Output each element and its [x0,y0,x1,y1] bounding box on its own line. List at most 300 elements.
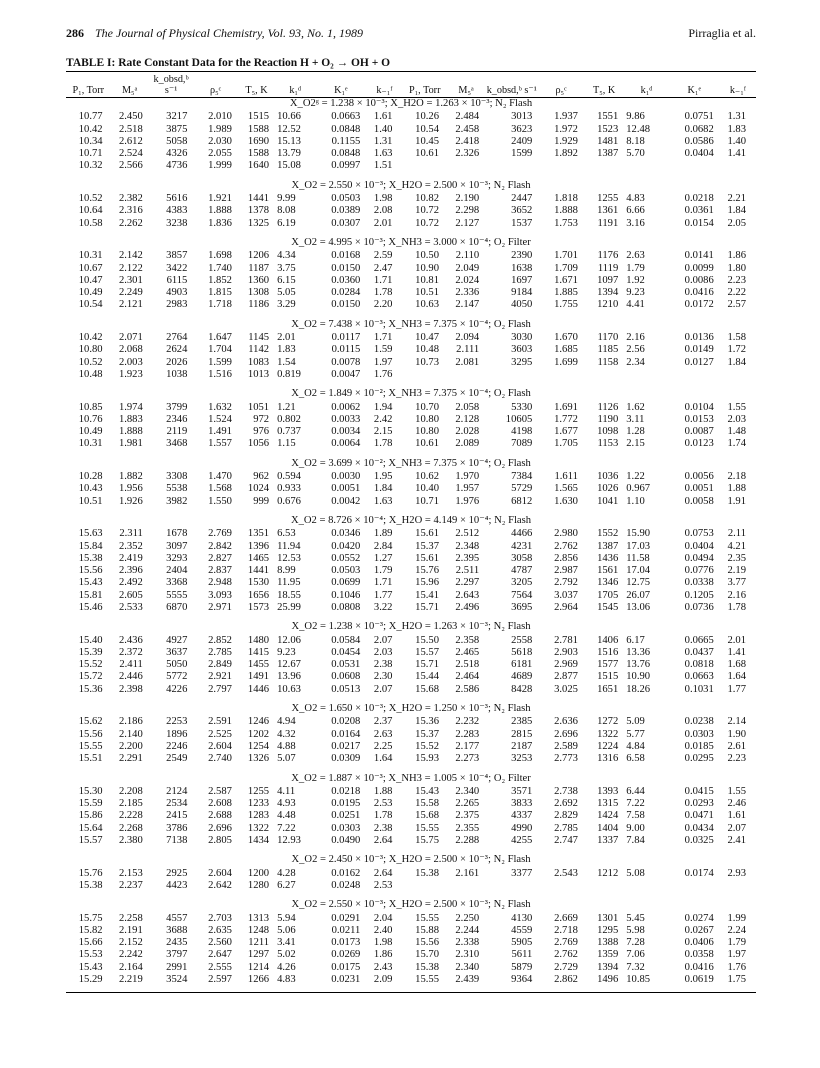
table-cell: 10.64 [78,205,103,217]
table-cell: 0.1155 [331,135,361,147]
table-cell [720,880,756,896]
table-cell: 7.22 [626,798,645,810]
table-row [66,659,756,671]
table-cell: 2.07 [373,683,393,695]
condition-label: X_O2 = 4.995 × 10⁻³; X_NH3 = 3.000 × 10⁻⁴; O₂ Filter [291,236,531,248]
table-cell: 1.970 [455,471,480,483]
table-cell: 15.40 [78,634,103,646]
table-cell: 1.929 [554,135,578,147]
table-cell: 15.63 [78,528,103,540]
table-cell: 6.27 [277,879,296,891]
table-cell: 1387 [597,540,619,552]
table-cell: 15.71 [415,601,440,613]
table-cell: 1.701 [554,250,578,262]
table-cell: 10.52 [78,193,103,205]
table-cell: 0.0175 [331,961,361,973]
table-cell: 0.0162 [331,867,361,879]
table-cell: 1280 [247,879,270,891]
table-label: TABLE I: [66,57,116,69]
table-cell: 15.38 [415,867,440,879]
table-cell: 1206 [247,250,270,262]
table-cell: 10.85 [626,974,651,985]
table-row [66,541,756,553]
condition-row [66,618,756,634]
table-cell: 3652 [511,205,533,217]
table-cell: 0.0325 [684,835,714,847]
table-cell: 1126 [597,401,619,413]
table-bottom-rule [66,990,756,993]
table-cell: 0.0231 [331,974,361,985]
table-cell: 2385 [511,716,533,728]
table-cell: 1.516 [208,368,232,380]
table-cell: 2.740 [208,753,232,765]
table-cell: 1.84 [727,205,746,217]
table-cell: 1545 [597,601,619,613]
table-cell: 1.83 [277,344,296,356]
table-body [66,98,756,993]
table-cell: 1026 [597,483,619,495]
table-cell: 1441 [247,565,270,577]
table-cell: 1.709 [554,262,578,274]
table-cell: 15.30 [78,785,103,797]
table-cell: 1.691 [554,401,578,413]
table-cell: 2.340 [455,785,480,797]
table-row [66,275,756,287]
bottom-rule-cell [66,990,756,993]
table-cell: 0.0127 [684,356,714,368]
table-cell: 0.0751 [684,111,714,123]
table-cell: 10.43 [78,483,103,495]
table-cell: 2.358 [455,634,480,646]
table-cell: 2415 [166,810,188,822]
table-cell: 15.57 [78,835,103,847]
table-cell: 1.926 [118,495,143,507]
table-cell: 1191 [597,217,619,229]
table-cell: 1.97 [373,356,393,368]
table-cell: 1301 [597,912,619,924]
table-cell: 0.0808 [331,601,361,613]
table-cell: 3205 [511,577,533,589]
table-cell: 15.93 [415,753,440,765]
table-cell: 0.0172 [684,299,714,311]
table-cell: 1.41 [727,148,746,160]
table-cell: 13.96 [277,671,301,683]
table-cell: 1316 [597,753,619,765]
table-cell: 1326 [247,753,270,765]
table-cell: 0.0115 [331,344,361,356]
table-row [66,684,756,700]
table-cell: 0.0056 [684,471,714,483]
table-cell: 1404 [597,822,619,834]
table-cell: 4.83 [626,193,645,205]
table-row [66,332,756,344]
table-row [66,590,756,602]
table-cell: 15.62 [78,716,103,728]
table-cell: 1.76 [373,368,393,380]
table-cell: 3875 [166,123,188,135]
table-cell: 10.72 [415,217,440,229]
table-cell: 2.642 [208,879,232,891]
table-cell: 1283 [247,810,270,822]
table-cell: 1322 [247,822,270,834]
table-cell: 5555 [166,589,188,601]
table-cell: 0.0404 [684,148,714,160]
table-cell: 9.86 [626,111,645,123]
table-cell: 1.89 [373,528,393,540]
table-cell: 1.71 [373,577,393,589]
table-cell: 1.21 [277,401,296,413]
table-cell: 2.797 [208,683,232,695]
column-header: ρ₅ᶜ [193,72,238,98]
table-cell: 0.594 [277,471,301,483]
table-row [66,299,756,315]
table-cell: 2.164 [118,961,143,973]
table-cell: 1.772 [554,413,578,425]
table-cell: 4337 [511,810,533,822]
table-cell: 1.64 [373,753,393,765]
table-cell: 6.19 [277,217,296,229]
table-cell: 1158 [597,356,619,368]
table-cell: 2.24 [727,924,746,936]
table-cell: 1.86 [373,949,393,961]
table-cell: 15.71 [415,659,440,671]
table-cell: 2.586 [455,683,480,695]
table-cell: 7.58 [626,810,645,822]
table-cell: 1441 [247,193,270,205]
table-cell: 2.03 [373,646,393,658]
table-row [66,250,756,262]
table-row [66,263,756,275]
table-cell: 2.249 [118,287,143,299]
page-number: 286 [66,26,84,40]
table-cell: 0.676 [277,495,301,507]
table-cell: 0.0663 [331,111,361,123]
table-cell: 1176 [597,250,619,262]
table-cell: 1214 [247,961,270,973]
table-cell: 2.40 [373,924,393,936]
table-cell: 1.699 [554,356,578,368]
table-cell: 2.372 [118,646,143,658]
table-cell: 8428 [511,683,533,695]
table-cell [624,160,669,176]
table-cell: 2.297 [455,577,480,589]
table-cell: 0.0051 [684,483,714,495]
table-cell: 1.79 [727,937,746,949]
table-cell: 2.049 [455,262,480,274]
table-cell: 1.48 [727,426,746,438]
table-cell: 0.933 [277,483,301,495]
author-running-head: Pirraglia et al. [688,26,756,40]
table-cell: 1.15 [277,438,296,450]
table-cell: 0.0150 [331,299,361,311]
table-cell: 4383 [166,205,188,217]
table-cell: 10.81 [415,274,440,286]
table-cell: 10.76 [78,413,103,425]
table-cell: 1516 [597,646,619,658]
table-cell: 0.0141 [684,250,714,262]
condition-row [66,896,756,912]
table-cell: 2.288 [455,835,480,847]
table-cell: 1.956 [118,483,143,495]
table-cell: 2.07 [373,634,393,646]
table-row [66,414,756,426]
table-cell: 1.91 [727,495,746,507]
table-cell: 2549 [166,753,188,765]
table-cell: 2.010 [208,111,232,123]
table-cell: 2.446 [118,671,143,683]
table-cell: 0.0269 [331,949,361,961]
table-cell: 2.980 [554,528,578,540]
table-cell: 1.888 [208,205,232,217]
table-cell: 17.03 [626,540,651,552]
table-cell: 3603 [511,344,533,356]
table-cell: 0.0586 [684,135,714,147]
table-cell: 1313 [247,912,270,924]
table-row [66,111,756,123]
table-cell: 2.273 [455,753,480,765]
table-cell: 15.43 [78,577,103,589]
table-cell: 1.74 [727,438,746,450]
table-cell: 15.64 [78,822,103,834]
table-cell: 1388 [597,937,619,949]
table-cell: 2.781 [554,634,578,646]
table-cell: 10.80 [78,344,103,356]
table-cell: 1.77 [373,589,393,601]
table-cell: 1.818 [554,193,578,205]
table-cell: 0.0034 [331,426,361,438]
table-cell: 1248 [247,924,270,936]
table-cell: 2.18 [727,471,746,483]
column-header: K₁ᵉ [315,72,366,98]
table-cell: 7089 [511,438,533,450]
table-cell: 15.68 [415,683,440,695]
table-cell: 10.66 [277,111,301,123]
table-cell: 2.496 [455,601,480,613]
table-cell: 5729 [511,483,533,495]
table-cell: 1325 [247,217,270,229]
table-cell: 1.883 [118,413,143,425]
table-cell: 2.14 [727,716,746,728]
table-cell: 1.79 [626,262,645,274]
table-cell: 0.0503 [331,565,361,577]
table-row [66,786,756,798]
table-cell: 8.18 [626,135,645,147]
table-cell: 10.26 [415,111,440,123]
table-cell: 6115 [166,274,188,286]
table-cell: 2.122 [118,262,143,274]
column-header: k_obsd,ᵇ s⁻¹ [149,72,194,98]
table-cell: 1.28 [626,426,645,438]
table-cell: 3.093 [208,589,232,601]
table-cell: 3013 [511,111,533,123]
table-cell: 15.76 [415,565,440,577]
table-cell: 0.0047 [331,368,361,380]
table-cell: 15.52 [78,659,103,671]
table-cell: 15.13 [277,135,301,147]
table-cell: 1.78 [373,810,393,822]
table-cell: 2.464 [455,671,480,683]
table-cell [584,880,624,896]
table-cell: 1705 [597,589,619,601]
table-cell: 0.0818 [684,659,714,671]
table-cell: 3623 [511,123,533,135]
condition-row [66,316,756,332]
table-cell: 7138 [166,835,188,847]
table-cell: 1200 [247,867,270,879]
table-cell: 15.90 [626,528,651,540]
table-cell: 1.61 [727,810,746,822]
table-cell: 2.190 [455,193,480,205]
table-row [66,148,756,160]
table-cell: 2925 [166,867,188,879]
table-cell: 1295 [597,924,619,936]
table-cell: 1573 [247,601,270,613]
table-cell: 2.37 [373,716,393,728]
table-cell: 3097 [166,540,188,552]
table-cell: 11.95 [277,577,301,589]
table-cell: 1.647 [208,332,232,344]
table-cell: 2.805 [208,835,232,847]
table-cell: 15.39 [78,646,103,658]
table-cell [485,369,538,385]
column-header: K₁ᵉ [669,72,720,98]
table-cell: 2.228 [118,810,143,822]
table-cell: 2.326 [455,148,480,160]
table-cell: 2.311 [119,528,143,540]
table-cell: 1.76 [727,961,746,973]
table-cell: 2253 [166,716,188,728]
table-cell: 0.1046 [331,589,361,601]
column-header: P₁, Torr [402,72,447,98]
table-cell: 3786 [166,822,188,834]
table-cell: 1.75 [727,974,746,985]
column-header: P₁, Torr [66,72,111,98]
table-cell: 0.967 [626,483,651,495]
table-cell: 2.688 [208,810,232,822]
table-cell: 18.55 [277,589,301,601]
table-row [66,823,756,835]
table-row [66,798,756,810]
table-cell: 3217 [166,111,188,123]
running-head [66,26,756,44]
column-header: k_obsd,ᵇ s⁻¹ [485,72,538,98]
table-row [66,471,756,483]
table-cell: 2.63 [626,250,645,262]
table-cell: 1361 [597,205,619,217]
table-cell: 2.608 [208,798,232,810]
table-cell: 2.258 [118,912,143,924]
table-cell: 10.52 [78,356,103,368]
table-cell: 1351 [247,528,270,540]
table-cell: 10.48 [78,368,103,380]
table-cell: 1.836 [208,217,232,229]
table-cell: 2.785 [554,822,578,834]
table-cell: 2.04 [373,912,393,924]
table-cell: 0.0997 [331,160,361,172]
table-cell: 5.08 [626,867,645,879]
table-cell: 3688 [166,924,188,936]
table-cell: 2.161 [455,867,480,879]
table-cell: 10.49 [78,287,103,299]
table-cell: 4.83 [277,974,296,985]
table-cell: 0.0078 [331,356,361,368]
table-cell: 7.22 [277,822,296,834]
table-cell: 0.0389 [331,205,361,217]
table-cell [485,880,538,896]
table-cell: 1561 [597,565,619,577]
table-cell: 4.88 [277,740,296,752]
table-cell: 1.55 [727,785,746,797]
table-cell: 2.338 [455,937,480,949]
table-cell: 15.43 [78,961,103,973]
table-cell: 2.47 [373,262,393,274]
table-cell: 1.79 [373,565,393,577]
table-cell: 1142 [248,344,270,356]
table-cell: 7.32 [626,961,645,973]
table-cell: 2.61 [727,740,746,752]
table-cell: 0.0406 [684,937,714,949]
table-cell: 3.037 [554,589,578,601]
table-cell: 4736 [166,160,188,172]
table-cell: 2.696 [554,728,578,740]
table-row [66,193,756,205]
table-cell [669,880,720,896]
table-cell: 2.587 [208,785,232,797]
table-cell: 15.55 [415,974,440,985]
table-cell: 2.336 [455,287,480,299]
table-cell: 10.58 [78,217,103,229]
table-cell: 2.291 [118,753,143,765]
table-cell: 2.352 [118,540,143,552]
table-cell: 3833 [511,798,533,810]
table-cell: 2.07 [727,822,746,834]
table-cell: 2815 [511,728,533,740]
table-cell: 3637 [166,646,188,658]
table-cell: 2.837 [208,565,232,577]
table-cell: 2558 [511,634,533,646]
table-row [66,835,756,851]
table-cell: 2.38 [373,659,393,671]
table-cell: 15.96 [415,577,440,589]
table-row [66,528,756,540]
table-cell: 1577 [597,659,619,671]
table-cell: 2124 [166,785,188,797]
table-cell: 1599 [511,148,533,160]
table-cell: 3468 [166,438,188,450]
table-cell: 0.0471 [684,810,714,822]
table-cell: 1640 [247,160,270,172]
table-cell: 2.003 [118,356,143,368]
table-cell: 0.737 [277,426,301,438]
table-cell: 0.0309 [331,753,361,765]
table-cell: 0.0608 [331,671,361,683]
table-cell: 1145 [248,332,270,344]
table-cell: 2.948 [208,577,232,589]
table-cell: 0.0291 [331,912,361,924]
table-cell: 1394 [597,961,619,973]
table-cell: 2.903 [554,646,578,658]
table-cell: 2.635 [208,924,232,936]
table-cell: 12.75 [626,577,651,589]
condition-label: X_O2 = 1.650 × 10⁻³; X_H2O = 1.250 × 10⁻³; N₂ Flash [291,703,531,715]
table-cell: 1.670 [554,332,578,344]
table-cell: 2.921 [208,671,232,683]
table-cell: 0.0274 [684,912,714,924]
table-cell: 2.533 [118,601,143,613]
table-cell: 10.51 [415,287,440,299]
table-cell: 2.375 [455,810,480,822]
column-header: T₅, K [238,72,275,98]
